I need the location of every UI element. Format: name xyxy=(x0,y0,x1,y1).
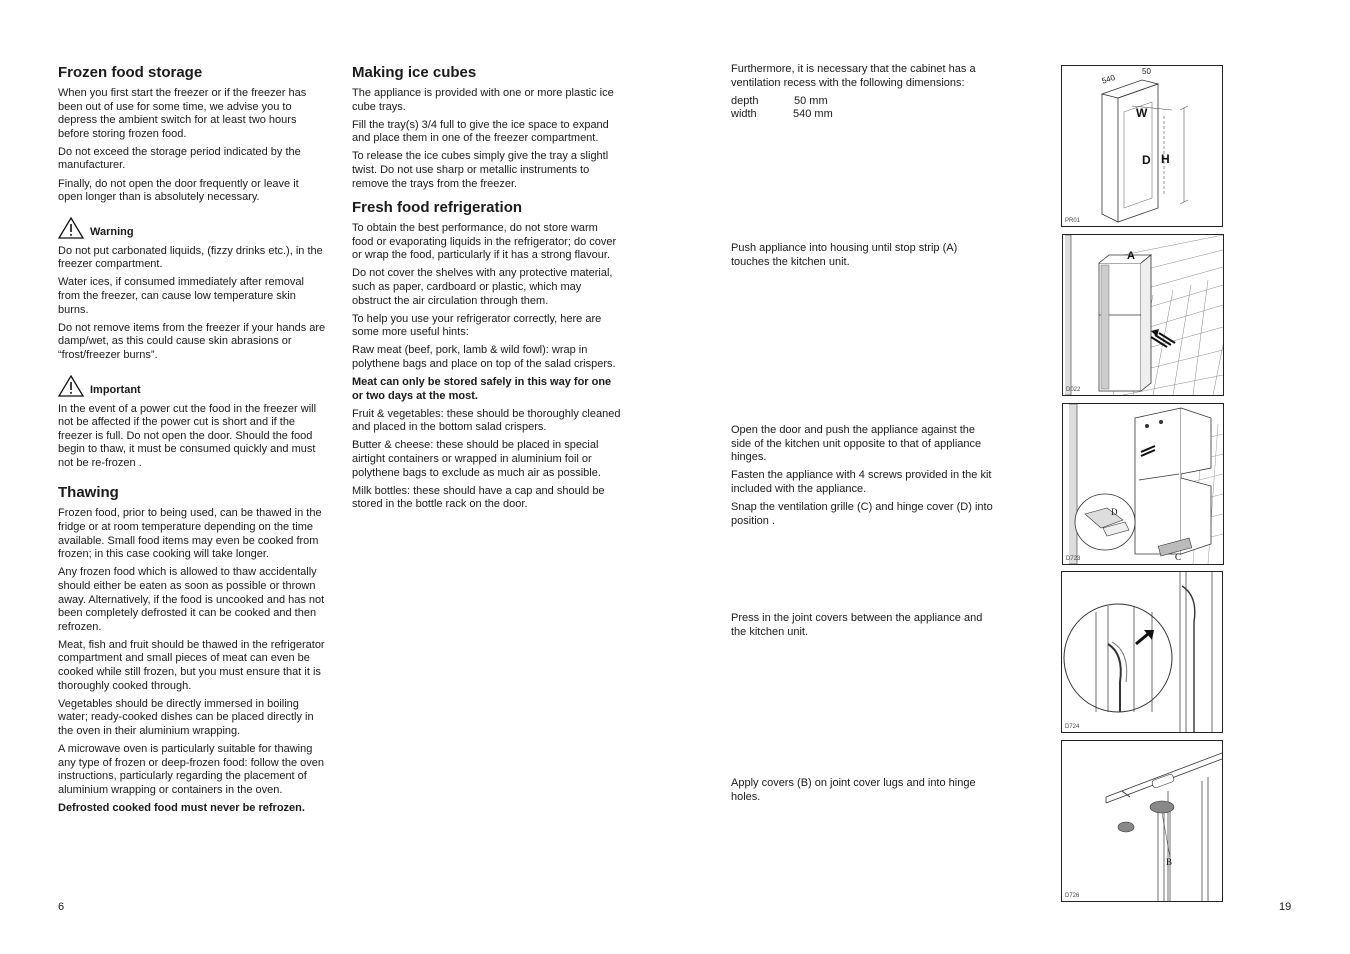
important-icon xyxy=(58,375,84,397)
covers-paragraph: Apply covers (B) on joint cover lugs and into hinge holes. xyxy=(731,777,976,803)
figure-code-2: D022 xyxy=(1066,387,1081,393)
figure-code-1: PR01 xyxy=(1065,218,1081,224)
thawing-paragraph-5: A microwave oven is particularly suitable for thawing any type of frozen or deep-frozen food: follow the oven instructions, particularly regarding the placement of aluminium wrapping or containers in the oven. xyxy=(58,742,324,796)
figure-push-appliance xyxy=(1062,234,1224,396)
width-label: width xyxy=(731,108,757,121)
page-number-left: 6 xyxy=(58,901,65,913)
frozen-paragraph-1: When you first start the freezer or if the freezer has been out of use for some time, we advise you to depress the ambient switch for at least two hours before storing frozen food. xyxy=(58,87,307,140)
dimension-row-depth xyxy=(731,95,833,109)
door-paragraph-3: Snap the ventilation grille (C) and hinge cover (D) into position . xyxy=(731,500,993,527)
label-w: W xyxy=(1136,106,1148,120)
warning-paragraph-2: Water ices, if consumed immediately after removal from the freezer, can cause low temperature skin burns. xyxy=(58,276,304,316)
warning-icon xyxy=(58,217,84,239)
ventilation-paragraph: Furthermore, it is necessary that the cabinet has a ventilation recess with the following dimensions: xyxy=(731,63,976,89)
frozen-paragraph-3: Finally, do not open the door frequently or leave it open longer than is absolutely necessary. xyxy=(58,177,299,204)
label-d-hinge: D xyxy=(1111,507,1118,517)
frozen-paragraph-2: Do not exceed the storage period indicated by the manufacturer. xyxy=(58,145,301,172)
depth-value: 50 mm xyxy=(794,94,828,107)
label-c: C xyxy=(1175,552,1182,562)
thawing-paragraph-4: Vegetables should be directly immersed in boiling water; ready-cooked dishes can be placed directly in the oven in their aluminium wrapping. xyxy=(58,697,314,737)
frozen-storage-heading: Frozen food storage xyxy=(58,64,203,81)
label-b: B xyxy=(1166,857,1173,867)
fresh-paragraph-6: Butter & cheese: these should be placed in special airtight containers or wrapped in aluminium foil or polythene bags to exclude as much air as possible. xyxy=(352,439,601,479)
figure-apply-covers xyxy=(1061,740,1223,902)
figure-joint-covers xyxy=(1061,571,1223,733)
label-h: H xyxy=(1161,152,1170,166)
label-a: A xyxy=(1127,250,1135,262)
apply-covers-text xyxy=(731,777,993,809)
dim-width-label: 540 xyxy=(1100,72,1117,86)
warning-paragraph-1: Do not put carbonated liquids, (fizzy drinks etc.), in the freezer compartment. xyxy=(58,244,323,271)
joint-covers-diagram xyxy=(1062,572,1222,732)
fresh-paragraph-5: Fruit & vegetables: these should be thoroughly cleaned and placed in the bottom salad crispers. xyxy=(352,407,621,434)
important-heading xyxy=(58,375,326,397)
fresh-paragraph-1: To obtain the best performance, do not store warm food or evaporating liquids in the refrigerator; do cover or wrap the food, particularly if it has a strong flavour. xyxy=(352,222,617,262)
middle-column xyxy=(352,64,622,516)
push-paragraph: Push appliance into housing until stop strip (A) touches the kitchen unit. xyxy=(731,242,958,268)
door-paragraph-2: Fasten the appliance with 4 screws provided in the kit included with the appliance. xyxy=(731,469,992,495)
ice-cubes-heading: Making ice cubes xyxy=(352,64,477,81)
warning-heading xyxy=(58,217,326,239)
thawing-paragraph-3: Meat, fish and fruit should be thawed in the refrigerator compartment and small pieces of meat can even be cooked while still frozen, but you must ensure that it is thoroughly cooked through. xyxy=(58,638,325,692)
depth-label: depth xyxy=(731,94,759,107)
ice-paragraph-2: Fill the tray(s) 3/4 full to give the ice space to expand and place them in one of the freezer compartment. xyxy=(352,118,609,145)
cabinet-diagram xyxy=(1062,66,1222,226)
dim-depth-label: 50 xyxy=(1142,67,1151,76)
fresh-paragraph-7: Milk bottles: these should have a cap and should be stored in the bottle rack on the door. xyxy=(352,484,605,511)
ice-paragraph-3: To release the ice cubes simply give the tray a slightl twist. Do not use sharp or metallic instruments to remove the trays from the freezer. xyxy=(352,150,609,190)
fresh-paragraph-4: Raw meat (beef, pork, lamb & wild fowl): wrap in polythene bags and place on top of the salad crispers. xyxy=(352,344,616,370)
door-paragraph-1: Open the door and push the appliance against the side of the kitchen unit opposite to that of appliance hinges. xyxy=(731,424,982,464)
apply-covers-diagram xyxy=(1062,741,1222,901)
joint-covers-text xyxy=(731,612,993,644)
warning-label: Warning xyxy=(90,225,134,238)
label-d: D xyxy=(1142,153,1151,167)
door-instructions-text xyxy=(731,424,993,533)
left-column xyxy=(58,64,326,820)
fresh-paragraph-3: To help you use your refrigerator correctly, here are some more useful hints: xyxy=(352,312,602,339)
thawing-paragraph-2: Any frozen food which is allowed to thaw accidentally should either be eaten as soon as possible or thrown away. Alternatively, if the food is uncooked and has not been completely defrosted it can be cooked and then refrozen. xyxy=(58,566,325,633)
push-appliance-text xyxy=(731,242,993,274)
figure-code-4: D724 xyxy=(1065,724,1080,730)
fresh-bold-note: Meat can only be stored safely in this way for one or two days at the most. xyxy=(352,376,612,402)
important-paragraph: In the event of a power cut the food in the freezer will not be affected if the power cut is short and if the freezer is full. Do not open the door. Should the food begin to thaw, it must be consumed quickly and must not be re-frozen . xyxy=(58,402,317,469)
dimension-row-width xyxy=(731,108,833,122)
width-value: 540 mm xyxy=(793,108,833,121)
fresh-food-heading: Fresh food refrigeration xyxy=(352,199,523,217)
joint-paragraph: Press in the joint covers between the appliance and the kitchen unit. xyxy=(731,612,983,638)
push-appliance-diagram xyxy=(1063,235,1223,395)
thawing-paragraph-1: Frozen food, prior to being used, can be thawed in the fridge or at room temperature depending on the time available. Small food items may even be cooked from frozen; in this case cooking will take longer. xyxy=(58,507,322,561)
figure-cabinet-dimensions xyxy=(1061,65,1223,227)
ventilation-text xyxy=(731,63,993,122)
thawing-bold-note: Defrosted cooked food must never be refrozen. xyxy=(58,801,305,814)
figure-door-hinge xyxy=(1062,403,1224,565)
figure-code-3: D723 xyxy=(1066,556,1081,562)
ice-paragraph-1: The appliance is provided with one or more plastic ice cube trays. xyxy=(352,87,614,113)
warning-paragraph-3: Do not remove items from the freezer if your hands are damp/wet, as this could cause skin abrasions or “frost/freezer burns”. xyxy=(58,321,326,361)
figure-code-5: D726 xyxy=(1065,893,1080,899)
door-hinge-diagram xyxy=(1063,404,1223,564)
important-label: Important xyxy=(90,383,141,396)
thawing-heading: Thawing xyxy=(58,484,119,502)
dimension-table xyxy=(731,95,833,122)
fresh-paragraph-2: Do not cover the shelves with any protective material, such as paper, cardboard or plastic, which may obstruct the air circulation through them. xyxy=(352,267,613,307)
page-number-right: 19 xyxy=(1279,901,1292,913)
